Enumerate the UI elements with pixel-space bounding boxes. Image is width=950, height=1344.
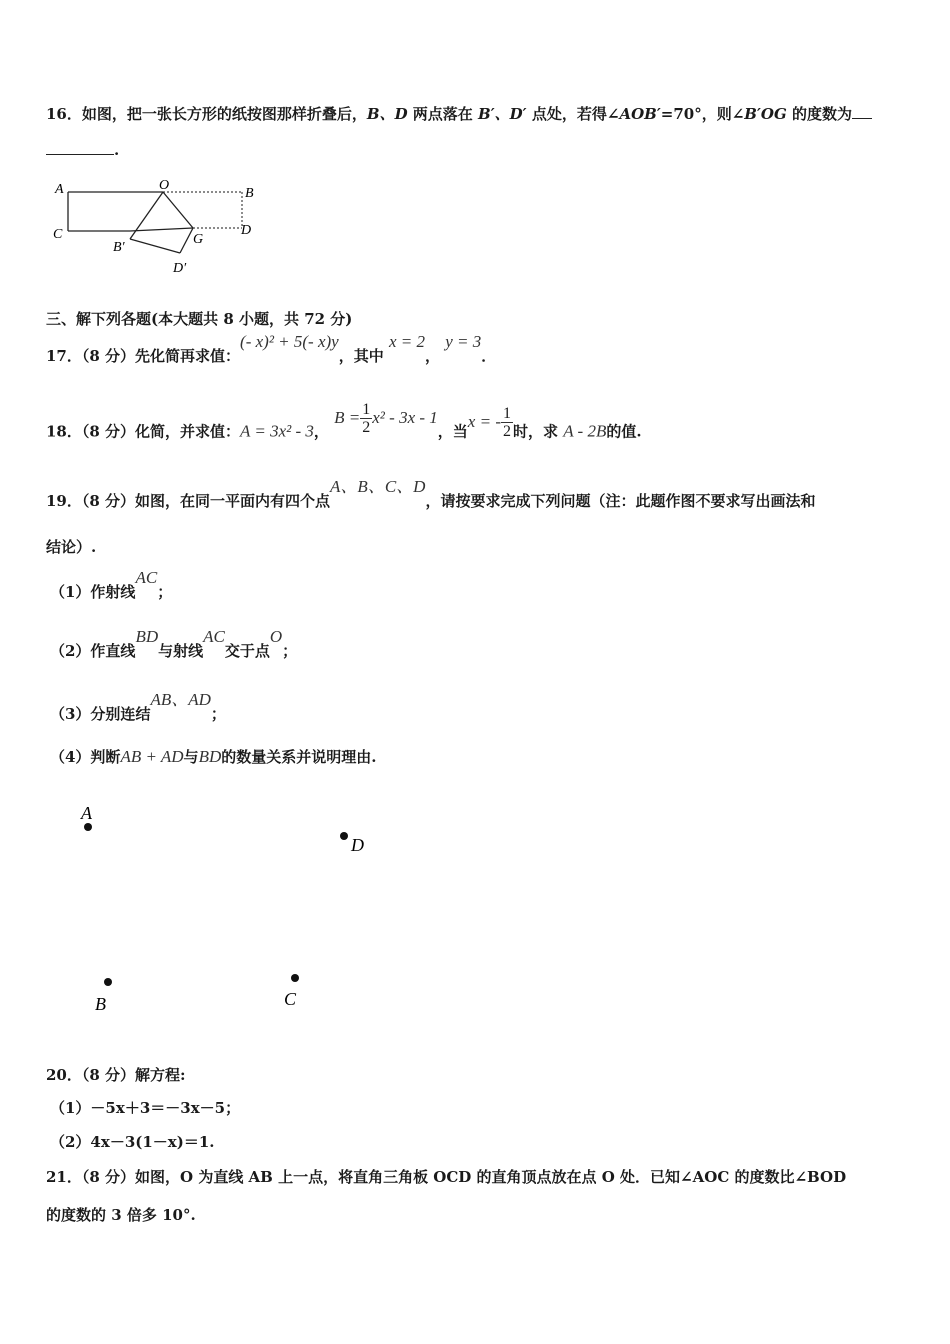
fig19-label-b: B <box>95 994 106 1014</box>
point-a <box>84 823 92 831</box>
answer-blank-part1 <box>852 104 872 119</box>
fig16-label-b: B <box>245 186 254 201</box>
q19-part4: （4）判断AB + AD与BD的数量关系并说明理由. <box>50 747 377 766</box>
q21-line1: 21．（8 分）如图，O 为直线 AB 上一点，将直角三角板 OCD 的直角顶点放在点 O 处．已知∠AOC 的度数比∠BOD <box>46 1168 847 1186</box>
q19-part3: （3）分别连结AB、AD； <box>50 690 226 723</box>
fig16-label-bp: B′ <box>113 240 125 255</box>
answer-blank-part2 <box>46 140 114 155</box>
q19-line1: 19．（8 分）如图，在同一平面内有四个点A、B、C、D，请按要求完成下列问题（注：此题作图不要求写出画法和 <box>46 477 816 510</box>
q16-line1: 16．如图，把一张长方形的纸按图那样折叠后，B、D 两点落在 B′、D′ 点处，若得∠AOB′=70°，则∠B′OG 的度数为 <box>46 103 872 124</box>
fig16-label-d: D <box>241 223 252 238</box>
q19-line2: 结论）. <box>46 538 97 556</box>
fig16-label-a: A <box>55 182 64 197</box>
q21-line2: 的度数的 3 倍多 10°. <box>46 1206 196 1224</box>
q20-eq1: （1）－5x＋3＝－3x－5； <box>50 1099 241 1117</box>
fig16-label-o: O <box>159 178 170 193</box>
fig16-label-c: C <box>53 227 63 242</box>
q18: 18．（8 分）化简，并求值：A = 3x² - 3， B = $\frac{1}{2}$ x² - 3x - 1，当x = - $\frac{1}{2}$ 时，求 A - 2B的值. <box>46 401 642 441</box>
q19-figure <box>70 795 390 1025</box>
fig19-label-d: D <box>351 835 364 855</box>
point-b <box>104 978 112 986</box>
q20-title: 20．（8 分）解方程: <box>46 1066 186 1084</box>
point-c <box>291 974 299 982</box>
q19-part2: （2）作直线BD与射线AC交于点O； <box>50 627 298 660</box>
fig19-label-c: C <box>284 989 297 1009</box>
q17: 17．（8 分）先化简再求值：(- x)² + 5(- x)y，其中 x = 2， y = 3． <box>46 332 497 365</box>
q16-figure <box>50 175 265 280</box>
point-d <box>340 832 348 840</box>
section3-title: 三、解下列各题(本大题共 8 小题，共 72 分) <box>46 310 353 328</box>
q19-part1: （1）作射线AC； <box>50 568 173 601</box>
fig16-label-g: G <box>193 232 204 247</box>
fig19-label-a: A <box>81 803 92 823</box>
fig16-label-dp: D′ <box>173 261 187 276</box>
q17-expression: (- x)² + 5(- x)y <box>240 332 339 351</box>
q16-line2: . <box>46 140 119 159</box>
q20-eq2: （2）4x－3(1－x)＝1. <box>50 1133 215 1151</box>
